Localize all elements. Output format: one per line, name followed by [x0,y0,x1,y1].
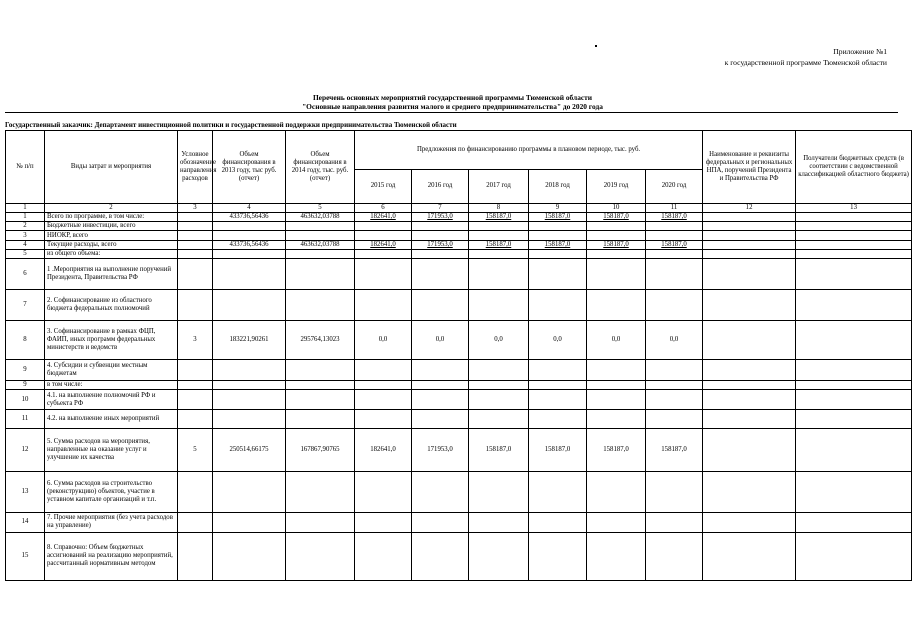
row-code [178,240,213,249]
table-row [6,359,912,381]
row-recipients [796,259,912,290]
row-amount [587,381,646,390]
row-amount [412,359,469,381]
row-amount [412,231,469,240]
row-amount [587,409,646,428]
row-acts [703,231,796,240]
row-acts [703,213,796,222]
row-amount: 167867,90765 [286,429,355,472]
row-amount [587,289,646,320]
row-amount [286,472,355,513]
column-number: 11 [646,203,703,212]
row-description: 7. Прочие мероприятия (без учета расходов на управление) [45,513,178,532]
row-code: 3 [178,320,213,359]
row-amount [213,249,286,258]
row-amount [213,381,286,390]
row-recipients [796,472,912,513]
title-underline [5,112,898,113]
row-recipients [796,532,912,580]
row-code [178,409,213,428]
column-number: 2 [45,203,178,212]
row-code [178,359,213,381]
row-amount [469,513,529,532]
row-recipients [796,409,912,428]
row-code [178,289,213,320]
row-description: 5. Сумма расходов на мероприятия, направленные на оказание услуг и улучшение их качества [45,429,178,472]
column-number: 13 [796,203,912,212]
row-amount [587,231,646,240]
appendix-line-2: к государственной программе Тюменской области [724,58,887,67]
row-amount: 463632,03788 [286,213,355,222]
header-proposals: Предложения по финансированию программы в плановом периоде, тыс. руб. [355,131,703,170]
row-amount [587,249,646,258]
row-amount [286,289,355,320]
row-amount: 158187,0 [587,429,646,472]
row-amount: 0,0 [355,320,412,359]
row-recipients [796,249,912,258]
row-amount: 182641,0 [355,240,412,249]
header-vol-2014: Объем финансирования в 2014 году, тыс. руб. (отчет) [286,131,355,204]
row-amount: 158187,0 [646,240,703,249]
row-code [178,532,213,580]
row-description: 4.2. на выполнение иных мероприятий [45,409,178,428]
header-year: 2019 год [587,169,646,203]
row-amount [355,222,412,231]
row-amount: 0,0 [587,320,646,359]
column-number: 12 [703,203,796,212]
row-description: в том числе: [45,381,178,390]
column-numbers-row [6,203,912,212]
row-amount: 171953,0 [412,213,469,222]
row-amount [355,409,412,428]
row-number: 8 [6,320,45,359]
document-title [0,93,905,111]
row-amount [213,390,286,409]
row-amount [412,472,469,513]
row-amount: 158187,0 [587,240,646,249]
header-acts: Наименование и реквизиты федеральных и региональных НПА, поручений Президента и Правительства РФ [703,131,796,204]
column-number: 6 [355,203,412,212]
row-amount [529,259,587,290]
appendix-line-1: Приложение №1 [833,47,887,56]
table-row [6,222,912,231]
scan-speck [595,45,597,47]
row-amount [469,249,529,258]
row-recipients [796,390,912,409]
state-customer: Государственный заказчик: Департамент инвестиционной политики и государственной поддержки предпринимательства Тюменской области [5,121,457,129]
row-code [178,222,213,231]
table-row [6,513,912,532]
row-number: 5 [6,249,45,258]
row-amount: 433736,56436 [213,213,286,222]
column-number: 5 [286,203,355,212]
header-recipients: Получатели бюджетных средств (в соответствии с ведомственной классификацией областного бюджета) [796,131,912,204]
row-number: 11 [6,409,45,428]
row-amount [587,390,646,409]
table-row [6,409,912,428]
row-amount [587,359,646,381]
row-number: 3 [6,231,45,240]
row-code: 5 [178,429,213,472]
row-amount [646,390,703,409]
row-number: 10 [6,390,45,409]
row-recipients [796,213,912,222]
row-amount [355,472,412,513]
row-recipients [796,429,912,472]
row-amount [529,289,587,320]
table-row [6,259,912,290]
row-amount [469,222,529,231]
row-amount [412,289,469,320]
row-amount [646,409,703,428]
column-number: 8 [469,203,529,212]
row-amount [412,381,469,390]
row-number: 12 [6,429,45,472]
row-code [178,231,213,240]
row-amount [286,231,355,240]
row-amount [412,222,469,231]
row-amount: 0,0 [412,320,469,359]
row-amount [355,359,412,381]
row-recipients [796,359,912,381]
column-number: 4 [213,203,286,212]
row-amount: 0,0 [529,320,587,359]
row-amount: 158187,0 [646,213,703,222]
row-amount [646,381,703,390]
header-code: Условное обозначение направления расходов [178,131,213,204]
row-amount [646,222,703,231]
row-amount [213,513,286,532]
table-row [6,213,912,222]
row-amount [286,222,355,231]
row-code [178,472,213,513]
row-acts [703,532,796,580]
row-amount [646,249,703,258]
row-amount [213,259,286,290]
row-amount [587,259,646,290]
row-amount [355,390,412,409]
row-amount: 183221,90261 [213,320,286,359]
row-amount [529,249,587,258]
row-acts [703,381,796,390]
row-amount [587,513,646,532]
title-line-2: "Основные направления развития малого и среднего предпринимательства" до 2020 года [302,102,603,111]
header-year: 2020 год [646,169,703,203]
row-amount: 158187,0 [469,429,529,472]
table-row [6,240,912,249]
row-amount [286,513,355,532]
row-amount: 158187,0 [529,429,587,472]
row-amount [529,472,587,513]
table-row [6,429,912,472]
column-number: 1 [6,203,45,212]
row-description: Текущие расходы, всего [45,240,178,249]
row-recipients [796,381,912,390]
row-acts [703,222,796,231]
row-amount [412,249,469,258]
row-amount [286,390,355,409]
table-row [6,390,912,409]
row-amount [286,532,355,580]
row-amount [646,359,703,381]
row-amount: 0,0 [469,320,529,359]
row-amount [412,390,469,409]
row-amount: 158187,0 [469,240,529,249]
row-amount: 158187,0 [587,213,646,222]
row-amount: 250514,66175 [213,429,286,472]
row-amount [355,513,412,532]
row-number: 4 [6,240,45,249]
row-amount [412,532,469,580]
row-recipients [796,222,912,231]
column-number: 10 [587,203,646,212]
header-year: 2017 год [469,169,529,203]
row-amount: 158187,0 [529,213,587,222]
row-amount [469,359,529,381]
table-row [6,249,912,258]
row-amount [587,472,646,513]
row-amount [469,409,529,428]
column-number: 9 [529,203,587,212]
row-amount: 433736,56436 [213,240,286,249]
row-number: 9 [6,381,45,390]
row-amount [469,390,529,409]
row-amount: 0,0 [646,320,703,359]
row-amount [587,222,646,231]
row-amount [213,222,286,231]
row-acts [703,409,796,428]
row-amount [213,289,286,320]
row-amount [286,359,355,381]
column-number: 7 [412,203,469,212]
row-amount [529,532,587,580]
row-amount [355,381,412,390]
row-amount [355,249,412,258]
row-amount [286,249,355,258]
row-amount: 158187,0 [469,213,529,222]
row-code [178,381,213,390]
row-amount [286,381,355,390]
table-row [6,231,912,240]
table-row [6,289,912,320]
row-description: 4. Субсидии и субвенции местным бюджетам [45,359,178,381]
row-code [178,259,213,290]
row-amount: 158187,0 [529,240,587,249]
row-amount: 171953,0 [412,240,469,249]
row-amount [469,472,529,513]
row-amount [646,472,703,513]
row-description: НИОКР, всего [45,231,178,240]
row-amount [286,409,355,428]
row-description: 6. Сумма расходов на строительство (реконструкцию) объектов, участие в уставном капитале организаций и т.п. [45,472,178,513]
row-amount [587,532,646,580]
row-acts [703,240,796,249]
row-amount [355,532,412,580]
row-number: 15 [6,532,45,580]
row-amount [355,289,412,320]
row-amount [529,390,587,409]
column-number: 3 [178,203,213,212]
row-number: 2 [6,222,45,231]
row-amount [412,259,469,290]
row-acts [703,259,796,290]
row-amount [529,222,587,231]
row-recipients [796,320,912,359]
table-row [6,532,912,580]
row-code [178,513,213,532]
row-acts [703,359,796,381]
row-amount [412,513,469,532]
row-amount: 463632,03788 [286,240,355,249]
row-amount [355,259,412,290]
row-amount: 182641,0 [355,429,412,472]
row-acts [703,289,796,320]
table-row [6,472,912,513]
row-number: 6 [6,259,45,290]
header-no: № п/п [6,131,45,204]
row-amount [286,259,355,290]
header-year: 2018 год [529,169,587,203]
row-amount: 158187,0 [646,429,703,472]
row-number: 13 [6,472,45,513]
row-description: Бюджетные инвестиции, всего [45,222,178,231]
header-name: Виды затрат и мероприятия [45,131,178,204]
row-amount: 171953,0 [412,429,469,472]
row-amount [213,532,286,580]
row-recipients [796,231,912,240]
row-description: Всего по программе, в том числе: [45,213,178,222]
row-code [178,390,213,409]
row-number: 14 [6,513,45,532]
row-acts [703,320,796,359]
table-row [6,320,912,359]
row-amount [646,532,703,580]
row-amount [213,231,286,240]
row-description: из общего объема: [45,249,178,258]
row-amount: 182641,0 [355,213,412,222]
row-code [178,249,213,258]
row-amount [469,231,529,240]
row-acts [703,513,796,532]
row-acts [703,429,796,472]
row-acts [703,472,796,513]
row-code [178,213,213,222]
row-amount [213,359,286,381]
row-number: 9 [6,359,45,381]
header-vol-2013: Объем финансирования в 2013 году, тыс руб. (отчет) [213,131,286,204]
title-line-1: Перечень основных мероприятий государственной программы Тюменской области [312,93,593,102]
row-amount [529,359,587,381]
row-amount [529,513,587,532]
row-amount [469,289,529,320]
row-number: 1 [6,213,45,222]
row-acts [703,249,796,258]
table-row [6,381,912,390]
row-amount [529,231,587,240]
row-amount [469,381,529,390]
row-amount [646,289,703,320]
row-recipients [796,289,912,320]
row-amount [412,409,469,428]
row-number: 7 [6,289,45,320]
row-amount [529,409,587,428]
row-amount [355,231,412,240]
row-description: 2. Софинансирование из областного бюджета федеральных полномочий [45,289,178,320]
row-recipients [796,513,912,532]
row-recipients [796,240,912,249]
row-amount [469,259,529,290]
measures-table [5,130,912,581]
row-description: 1 .Мероприятия на выполнение поручений Президента, Правительства РФ [45,259,178,290]
row-acts [703,390,796,409]
header-row [6,131,912,170]
row-description: 8. Справочно: Объем бюджетных ассигнований на реализацию мероприятий, рассчитанный нормативным методом [45,532,178,580]
header-year: 2016 год [412,169,469,203]
row-amount [646,231,703,240]
row-amount [529,381,587,390]
appendix-note [725,46,887,68]
header-year: 2015 год [355,169,412,203]
row-amount [646,259,703,290]
row-amount [213,409,286,428]
row-description: 4.1. на выполнение полномочий РФ и субъекта РФ [45,390,178,409]
row-amount: 295764,13023 [286,320,355,359]
row-amount [469,532,529,580]
row-description: 3. Софинансирование в рамках ФЦП, ФАИП, иных программ федеральных министерств и ведомств [45,320,178,359]
row-amount [646,513,703,532]
row-amount [213,472,286,513]
